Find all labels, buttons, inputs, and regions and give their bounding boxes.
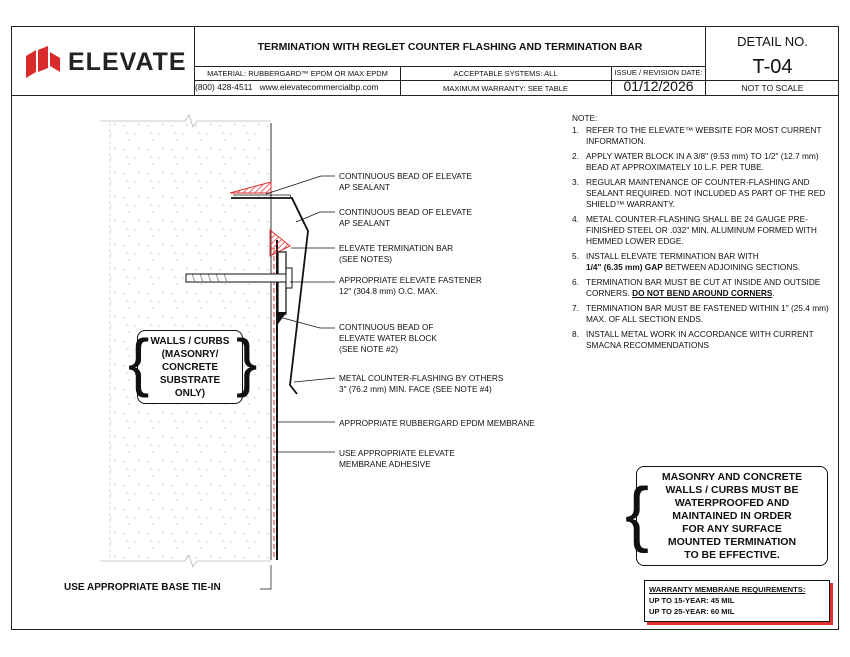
- phone: (800) 428-4511: [195, 82, 253, 92]
- label-counter-flashing: METAL COUNTER-FLASHING BY OTHERS 3" (76.2 mm) MIN. FACE (SEE NOTE #4): [339, 373, 504, 394]
- warranty-requirements: [644, 580, 830, 622]
- label-termination-bar: ELEVATE TERMINATION BAR (SEE NOTES): [339, 243, 454, 264]
- notes-list: [572, 113, 834, 355]
- detail-number: T-04: [752, 56, 793, 78]
- note-4: 4. METAL COUNTER-FLASHING SHALL BE 24 GAUGE PRE-FINISHED STEEL OR .032" MIN. ALUMINUM FORMED WITH HEMMED LOWER EDGE.: [572, 214, 817, 246]
- masonry-callout: MASONRY AND CONCRETE WALLS / CURBS MUST BE WATERPROOFED AND MAINTAINED IN ORDER FOR ANY SURFACE MOUNTED TERMINATION TO BE EFFECTIVE.: [636, 466, 828, 566]
- termination-bar: [278, 252, 286, 314]
- label-fastener: APPROPRIATE ELEVATE FASTENER 12" (304.8 mm) O.C. MAX.: [339, 275, 482, 296]
- systems-text: ACCEPTABLE SYSTEMS: ALL: [453, 69, 558, 78]
- note-5: 5. INSTALL ELEVATE TERMINATION BAR WITH 1/4" (6.35 mm) GAP BETWEEN ADJOINING SECTIONS.: [572, 251, 801, 272]
- warranty-text: MAXIMUM WARRANTY: SEE TABLE: [443, 84, 568, 93]
- issue-date: 01/12/2026: [623, 78, 694, 94]
- brace-right-icon: }: [236, 326, 258, 398]
- note-7: 7. TERMINATION BAR MUST BE FASTENED WITHIN 1" (25.4 mm) MAX. OF ALL SECTION ENDS.: [572, 303, 829, 324]
- base-tie-label: USE APPROPRIATE BASE TIE-IN: [64, 582, 221, 593]
- warranty-row: UP TO 15-YEAR: 45 MIL: [649, 596, 735, 605]
- warranty-row: UP TO 25-YEAR: 60 MIL: [649, 607, 735, 616]
- note-6: 6. TERMINATION BAR MUST BE CUT AT INSIDE AND OUTSIDE CORNERS. DO NOT BEND AROUND CORNERS.: [572, 277, 821, 298]
- label-water-block: CONTINUOUS BEAD OF ELEVATE WATER BLOCK (SEE NOTE #2): [339, 322, 437, 354]
- material-text: MATERIAL: RUBBERGARD™ EPDM OR MAX EPDM: [207, 69, 388, 78]
- water-block: [278, 312, 287, 324]
- website: www.elevatecommercialbp.com: [259, 82, 379, 92]
- brace-left-icon: {: [128, 326, 150, 398]
- scale-note: NOT TO SCALE: [741, 83, 804, 93]
- note-2: 2. APPLY WATER BLOCK IN A 3/8" (9.53 mm) TO 1/2" (12.7 mm) BEAD AT APPROXIMATELY 10 L.F. PER TUBE.: [572, 151, 819, 172]
- brace-left-icon: {: [625, 474, 650, 554]
- label-adhesive: USE APPROPRIATE ELEVATE MEMBRANE ADHESIVE: [339, 448, 455, 469]
- warranty-title: WARRANTY MEMBRANE REQUIREMENTS:: [649, 585, 806, 594]
- label-sealant-1: CONTINUOUS BEAD OF ELEVATE AP SEALANT: [339, 171, 472, 192]
- issue-label: ISSUE / REVISION DATE:: [614, 68, 703, 77]
- notes-heading: NOTE:: [572, 113, 598, 123]
- detail-title: TERMINATION WITH REGLET COUNTER FLASHING AND TERMINATION BAR: [257, 41, 643, 53]
- note-1: 1. REFER TO THE ELEVATE™ WEBSITE FOR MOST CURRENT INFORMATION.: [572, 125, 822, 146]
- note-3: 3. REGULAR MAINTENANCE OF COUNTER-FLASHING AND SEALANT REQUIRED. NOT INCLUDED AS PART OF THE RED SHIELD™ WARRANTY.: [572, 177, 826, 209]
- brand-name: ELEVATE: [68, 48, 187, 76]
- label-sealant-2: CONTINUOUS BEAD OF ELEVATE AP SEALANT: [339, 207, 472, 228]
- substrate-callout: WALLS / CURBS (MASONRY/ CONCRETE SUBSTRATE ONLY): [137, 330, 243, 404]
- detail-label: DETAIL NO.: [737, 34, 808, 49]
- fastener: [186, 274, 286, 282]
- label-epdm-membrane: APPROPRIATE RUBBERGARD EPDM MEMBRANE: [339, 418, 535, 428]
- note-8: 8. INSTALL METAL WORK IN ACCORDANCE WITH CURRENT SMACNA RECOMMENDATIONS: [572, 329, 814, 350]
